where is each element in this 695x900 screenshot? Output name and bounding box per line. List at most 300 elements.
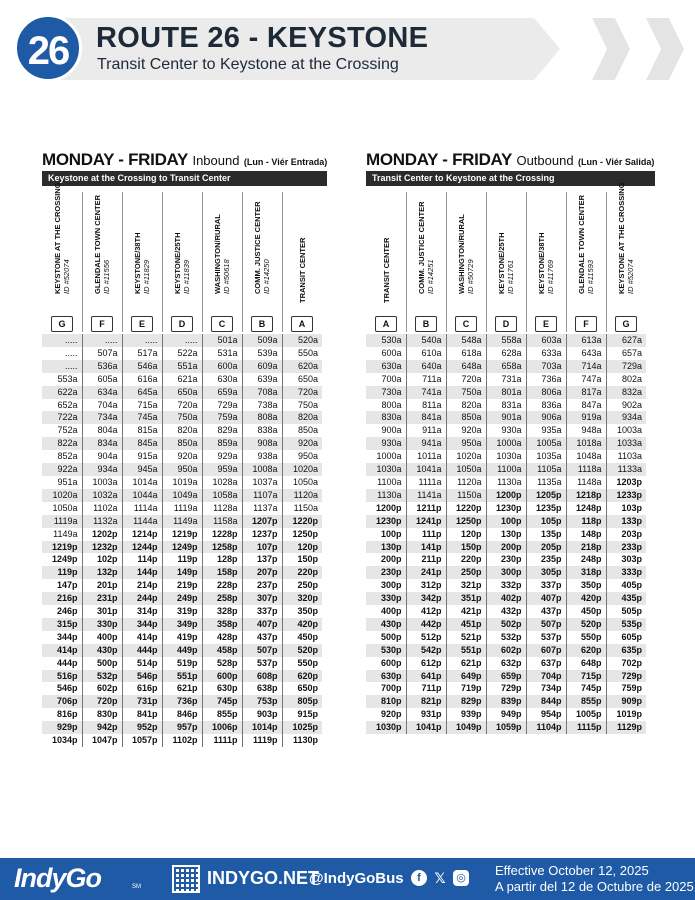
stop-id: ID #11593 [586, 259, 595, 294]
time-cell: 402p [486, 592, 526, 605]
time-cell: 729a [202, 399, 242, 412]
time-cell: 1118a [566, 463, 606, 476]
x-icon[interactable]: 𝕏 [434, 870, 446, 886]
stop-name [382, 238, 391, 303]
time-cell: 249p [162, 592, 202, 605]
time-cell: 855p [202, 708, 242, 721]
table-row [42, 424, 322, 437]
stop-header [366, 186, 406, 312]
time-cell: 246p [42, 605, 82, 618]
time-cell: 1049p [446, 721, 486, 734]
time-cell: 920a [282, 437, 322, 450]
time-cell: 230p [486, 553, 526, 566]
table-row [42, 644, 322, 657]
column-divider [82, 192, 83, 332]
time-cell: 1035a [526, 450, 566, 463]
time-cell: 407p [526, 592, 566, 605]
route-number-badge: 26 [14, 14, 82, 82]
stop-id: ID #52074 [626, 259, 635, 294]
time-cell: 1250p [446, 515, 486, 528]
time-cell: 344p [122, 618, 162, 631]
time-cell: 1057p [122, 734, 162, 747]
social-handle[interactable]: @IndyGoBus [309, 870, 404, 887]
time-cell: 1219p [162, 528, 202, 541]
time-cell: 957p [162, 721, 202, 734]
table-row [366, 450, 646, 463]
stop-id: ID #11556 [102, 259, 111, 294]
time-cell: 400p [366, 605, 406, 618]
time-cell: 950a [446, 437, 486, 450]
table-row [42, 437, 322, 450]
service-mark: SM [132, 884, 141, 890]
table-row [42, 347, 322, 360]
time-cell: 1250p [292, 528, 318, 539]
time-cell: 537p [526, 631, 566, 644]
time-cell: 107p [242, 541, 282, 554]
stop-header [406, 186, 446, 312]
time-cell: 120p [446, 528, 486, 541]
time-cell: 652a [42, 399, 82, 412]
time-cell: ..... [42, 334, 82, 347]
website-link[interactable]: INDYGO.NET [207, 868, 320, 888]
time-cell: 715p [566, 670, 606, 683]
time-cell: 546p [42, 682, 82, 695]
outbound-timetable [366, 334, 646, 734]
table-row [366, 502, 646, 515]
table-row [42, 360, 322, 373]
time-cell: 1014p [242, 721, 282, 734]
time-cell: 220p [446, 553, 486, 566]
time-cell: 201p [82, 579, 122, 592]
time-cell: 1248p [566, 502, 606, 515]
time-cell: 507p [242, 644, 282, 657]
stop-name-text: TRANSIT CENTER [298, 237, 307, 303]
time-cell: 951a [42, 476, 82, 489]
time-cell: 934a [606, 411, 646, 424]
stop-header [242, 186, 282, 312]
time-cell: 1030a [366, 463, 406, 476]
time-cell: 1220p [282, 515, 322, 528]
time-cell: 942p [82, 721, 122, 734]
time-cell: 1258p [202, 541, 242, 554]
time-cell: 501a [202, 334, 242, 347]
time-cell: 1033a [606, 437, 646, 450]
time-cell: 605a [82, 373, 122, 386]
column-divider [242, 192, 243, 332]
time-cell: 729a [606, 360, 646, 373]
time-cell: 150p [297, 554, 318, 565]
time-cell: 520a [282, 334, 322, 347]
time-cell: 1203p [616, 476, 642, 487]
time-cell: 333p [606, 566, 646, 579]
facebook-icon[interactable]: f [411, 870, 427, 886]
time-cell: 747a [566, 373, 606, 386]
time-cell: 1102p [162, 734, 202, 747]
time-cell: 258p [202, 592, 242, 605]
time-cell: 300p [486, 566, 526, 579]
time-cell: 621p [446, 657, 486, 670]
time-cell: 1059p [486, 721, 526, 734]
time-cell: 850a [162, 437, 202, 450]
time-cell: 509a [242, 334, 282, 347]
time-cell: 1041p [406, 721, 446, 734]
table-row [42, 566, 322, 579]
time-cell: 1003a [82, 476, 122, 489]
stop-name [133, 232, 151, 294]
time-cell: 901a [486, 411, 526, 424]
time-cell: 137p [242, 553, 282, 566]
time-cell: 248p [566, 553, 606, 566]
time-cell: 850a [446, 411, 486, 424]
time-cell: 1105a [526, 463, 566, 476]
stop-letter-marker: G [51, 316, 73, 332]
time-cell: 816p [42, 708, 82, 721]
time-cell: 444p [42, 657, 82, 670]
time-cell: 241p [406, 566, 446, 579]
time-cell: 437p [242, 631, 282, 644]
stop-name [417, 201, 435, 294]
time-cell: 618a [446, 347, 486, 360]
indygo-logo[interactable]: IndyGo [14, 863, 101, 893]
time-cell: 832a [606, 386, 646, 399]
time-cell: 620p [282, 670, 322, 683]
time-cell: 929a [202, 450, 242, 463]
time-cell: 220p [282, 566, 322, 579]
time-cell: 900a [366, 424, 406, 437]
time-cell: 551a [162, 360, 202, 373]
table-row [366, 682, 646, 695]
time-cell: 952p [122, 721, 162, 734]
time-cell: 1030p [366, 721, 406, 734]
time-cell: 558a [486, 334, 526, 347]
stop-header [122, 186, 162, 312]
time-cell: 731p [122, 695, 162, 708]
time-cell: 846p [162, 708, 202, 721]
table-row [366, 476, 646, 489]
time-cell: 1003a [616, 425, 642, 436]
table-row [366, 605, 646, 618]
time-cell: 1058a [202, 489, 242, 502]
time-cell: 1041a [406, 463, 446, 476]
column-divider [486, 192, 487, 332]
time-cell: 1020a [446, 450, 486, 463]
time-cell: 1129p [606, 721, 646, 734]
time-cell: ..... [162, 334, 202, 347]
time-cell: 216p [42, 592, 82, 605]
stop-name [53, 182, 71, 294]
time-cell: 1228p [202, 528, 242, 541]
time-cell: 520p [566, 618, 606, 631]
time-cell: 909p [606, 695, 646, 708]
table-row [366, 347, 646, 360]
time-cell: 1111p [202, 734, 242, 747]
time-cell: 645a [122, 386, 162, 399]
time-cell: 822a [42, 437, 82, 450]
stop-letter-marker: D [495, 316, 517, 332]
time-cell: 321p [446, 579, 486, 592]
time-cell: 939p [446, 708, 486, 721]
time-cell: 307p [242, 592, 282, 605]
time-cell: 130p [486, 528, 526, 541]
outbound-title-spanish: (Lun - Viér Salida) [578, 157, 655, 167]
table-row [366, 670, 646, 683]
time-cell: 922a [42, 463, 82, 476]
time-cell: 514p [122, 657, 162, 670]
stop-name-text: GLENDALE TOWN CENTER [93, 194, 102, 294]
time-cell: 616a [122, 373, 162, 386]
time-cell: 1011a [406, 450, 446, 463]
table-row [42, 721, 322, 734]
time-cell: 741a [406, 386, 446, 399]
time-cell: 945a [122, 463, 162, 476]
time-cell: 250p [297, 580, 318, 591]
table-row [366, 360, 646, 373]
table-row [42, 515, 322, 528]
time-cell: 620a [282, 360, 322, 373]
inbound-stop-headers [42, 182, 327, 334]
table-row [42, 631, 322, 644]
time-cell: 135p [526, 528, 566, 541]
time-cell: 1149a [42, 528, 82, 541]
time-cell: 1044a [122, 489, 162, 502]
time-cell: 1000a [486, 437, 526, 450]
time-cell: 954p [526, 708, 566, 721]
table-row [42, 708, 322, 721]
time-cell: 312p [406, 579, 446, 592]
stop-name [537, 232, 555, 294]
time-cell: 920a [162, 450, 202, 463]
time-cell: 911a [406, 424, 446, 437]
time-cell: 1104p [526, 721, 566, 734]
route-title: ROUTE 26 - KEYSTONE [96, 22, 429, 54]
time-cell: 602p [82, 682, 122, 695]
time-cell: 205p [526, 541, 566, 554]
time-cell: 844p [526, 695, 566, 708]
time-cell: 920p [366, 708, 406, 721]
table-row [42, 334, 322, 347]
time-cell: 830a [366, 411, 406, 424]
time-cell: 203p [621, 528, 642, 539]
time-cell: 1149a [162, 515, 202, 528]
column-divider [406, 192, 407, 332]
time-cell: 537p [242, 657, 282, 670]
time-cell: 141p [406, 541, 446, 554]
stop-header [486, 186, 526, 312]
time-cell: 731a [486, 373, 526, 386]
time-cell: 405p [621, 580, 642, 591]
time-cell: 745p [202, 695, 242, 708]
time-cell: 158p [202, 566, 242, 579]
inbound-timetable [42, 334, 322, 747]
time-cell: 753p [242, 695, 282, 708]
time-cell: 546p [122, 670, 162, 683]
stop-letter-marker: B [251, 316, 273, 332]
time-cell: 1202p [82, 528, 122, 541]
chevron-icon [646, 18, 684, 80]
table-row [366, 592, 646, 605]
table-row [42, 592, 322, 605]
time-cell: 610a [406, 347, 446, 360]
time-cell: 621a [162, 373, 202, 386]
time-cell: 801a [486, 386, 526, 399]
time-cell: 105p [526, 515, 566, 528]
time-cell: 211p [406, 553, 446, 566]
time-cell: 834a [82, 437, 122, 450]
time-cell: 1005a [526, 437, 566, 450]
table-row [42, 373, 322, 386]
time-cell: 300p [366, 579, 406, 592]
time-cell: 551p [162, 670, 202, 683]
time-cell: 1119p [242, 734, 282, 747]
stop-name [213, 214, 231, 294]
table-row [366, 515, 646, 528]
instagram-icon[interactable]: ◎ [453, 870, 469, 886]
time-cell: 711p [406, 682, 446, 695]
time-cell: 430p [366, 618, 406, 631]
time-cell: 337p [526, 579, 566, 592]
time-cell: 1103a [617, 451, 642, 462]
time-cell: 437p [526, 605, 566, 618]
time-cell: 111p [406, 528, 446, 541]
time-cell: 1032a [82, 489, 122, 502]
time-cell: 759a [202, 411, 242, 424]
time-cell: 147p [42, 579, 82, 592]
time-cell: 700p [366, 682, 406, 695]
time-cell: 948a [566, 424, 606, 437]
stop-id: ID #11769 [546, 259, 555, 294]
time-cell: 100p [366, 528, 406, 541]
table-row [42, 670, 322, 683]
stop-letter-marker: C [455, 316, 477, 332]
time-cell: 237p [242, 579, 282, 592]
time-cell: ..... [42, 360, 82, 373]
stop-letter-marker: B [415, 316, 437, 332]
table-row [366, 695, 646, 708]
stop-name-text: WASHINGTON/RURAL [213, 214, 222, 294]
stop-letter-marker: F [91, 316, 113, 332]
time-cell: 616p [122, 682, 162, 695]
time-cell: 838a [242, 424, 282, 437]
table-row [366, 399, 646, 412]
time-cell: 1050a [292, 476, 318, 487]
time-cell: 532p [82, 670, 122, 683]
time-cell: 745a [122, 411, 162, 424]
stop-name-text: KEYSTONE/25TH [497, 232, 506, 294]
time-cell: 507p [526, 618, 566, 631]
inbound-direction-bar: Keystone at the Crossing to Transit Center [42, 171, 327, 186]
stop-name [298, 238, 307, 303]
time-cell: 1220p [446, 502, 486, 515]
table-row [42, 657, 322, 670]
time-cell: 458p [202, 644, 242, 657]
time-cell: 650a [162, 386, 202, 399]
time-cell: 659p [486, 670, 526, 683]
stop-name [173, 232, 191, 294]
inbound-title-direction: Inbound [192, 153, 240, 168]
time-cell: 919a [566, 411, 606, 424]
time-cell: 650p [297, 683, 318, 694]
stop-name [93, 195, 111, 294]
time-cell: 830p [82, 708, 122, 721]
time-cell: 806a [526, 386, 566, 399]
time-cell: 1230p [366, 515, 406, 528]
time-cell: 720p [82, 695, 122, 708]
column-divider [202, 192, 203, 332]
time-cell: 1049a [162, 489, 202, 502]
time-cell: 641p [406, 670, 446, 683]
time-cell: 149p [162, 566, 202, 579]
time-cell: 759p [621, 683, 642, 694]
time-cell: 1020a [282, 463, 322, 476]
time-cell: 128p [202, 553, 242, 566]
time-cell: 1128a [202, 502, 242, 515]
time-cell: 351p [446, 592, 486, 605]
time-cell: 314p [122, 605, 162, 618]
outbound-stop-headers [366, 182, 655, 334]
time-cell: 337p [242, 605, 282, 618]
time-cell: 1120a [446, 476, 486, 489]
table-row [42, 605, 322, 618]
time-cell: 841p [122, 708, 162, 721]
time-cell: 1218p [566, 489, 606, 502]
time-cell: 233p [606, 541, 646, 554]
stop-name-text: KEYSTONE/25TH [173, 232, 182, 294]
time-cell: 729p [606, 670, 646, 683]
time-cell: 231p [82, 592, 122, 605]
table-row [42, 553, 322, 566]
time-cell: 750a [162, 411, 202, 424]
inbound-title-spanish: (Lun - Viér Entrada) [243, 157, 328, 167]
time-cell: 1034p [42, 734, 82, 747]
stop-name [253, 201, 271, 294]
time-cell: 704p [526, 670, 566, 683]
time-cell: 810p [366, 695, 406, 708]
time-cell: 342p [406, 592, 446, 605]
time-cell: 920a [446, 424, 486, 437]
time-cell: 841a [406, 411, 446, 424]
time-cell: 519p [162, 657, 202, 670]
time-cell: 1005p [566, 708, 606, 721]
time-cell: 1148a [566, 476, 606, 489]
time-cell: 214p [122, 579, 162, 592]
social-icons [411, 870, 469, 886]
chevron-icon [592, 18, 630, 80]
time-cell: 420p [282, 618, 322, 631]
time-cell: 1133a [606, 463, 646, 476]
time-cell: 708a [242, 386, 282, 399]
time-cell: 551p [446, 644, 486, 657]
time-cell: 1200p [486, 489, 526, 502]
time-cell: 520p [282, 644, 322, 657]
effective-date-english: Effective October 12, 2025 [495, 863, 649, 878]
time-cell: 200p [486, 541, 526, 554]
stop-id: ID #52074 [62, 259, 71, 294]
time-cell: 1019p [616, 709, 642, 720]
time-cell: 444p [122, 644, 162, 657]
time-cell: 100p [486, 515, 526, 528]
time-cell: 1137a [242, 502, 282, 515]
time-cell: 845a [122, 437, 162, 450]
time-cell: 934a [82, 463, 122, 476]
stop-name-text: WASHINGTON/RURAL [457, 214, 466, 294]
column-divider [122, 192, 123, 332]
time-cell: 119p [162, 553, 202, 566]
time-cell: 1130a [366, 489, 406, 502]
time-cell: 820a [162, 424, 202, 437]
time-cell: 750a [297, 399, 318, 410]
time-cell: 505p [621, 606, 642, 617]
time-cell: 350p [566, 579, 606, 592]
